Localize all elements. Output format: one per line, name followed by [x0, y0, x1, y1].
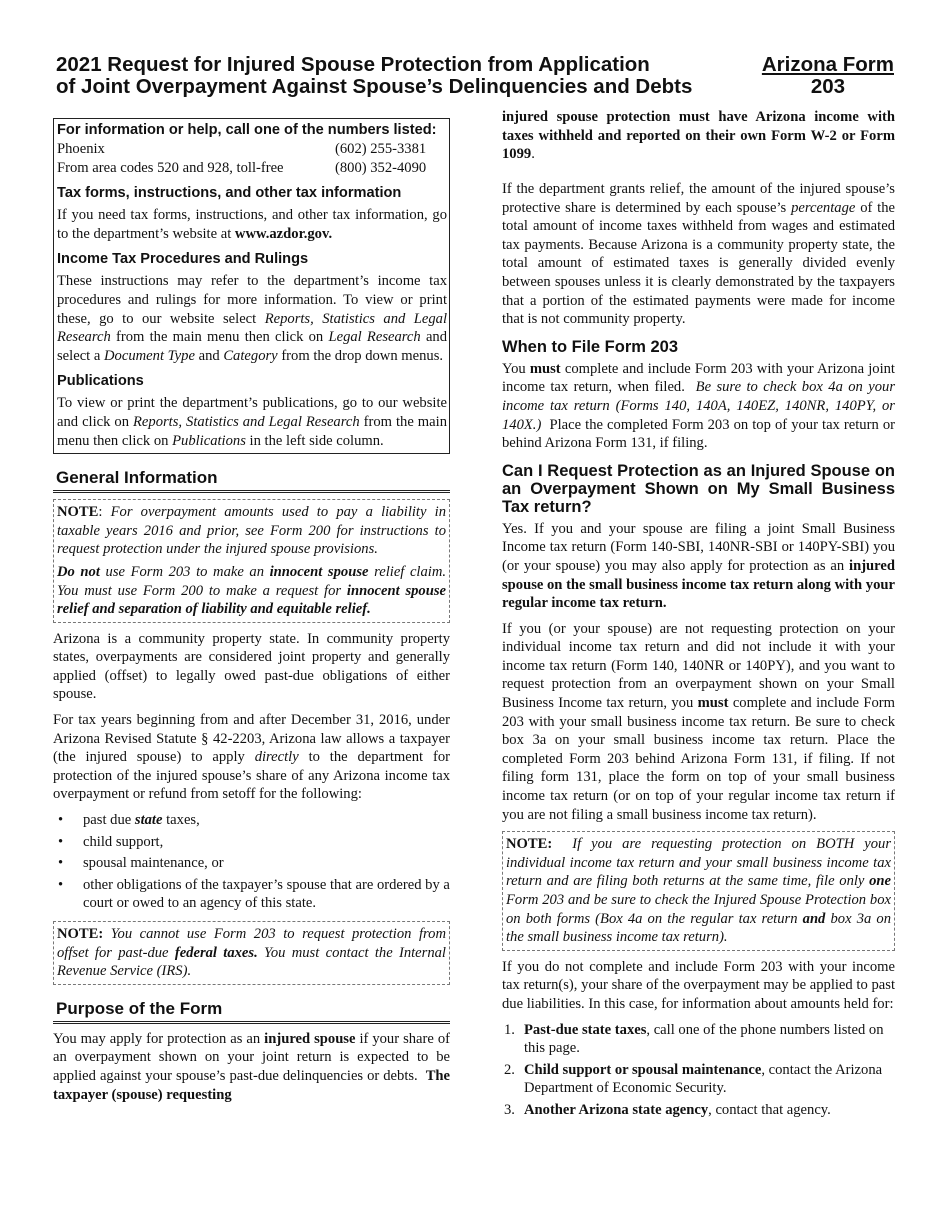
purpose-text: You may apply for protection as an injured spouse if your share of an overpayment shown on your joint return is expected to be applied against your spouse’s past-due delinquencies or debts. The taxpayer (spouse) requesting	[53, 1030, 451, 1103]
both-returns-note-box	[502, 831, 895, 951]
website-link[interactable]: www.azdor.gov.	[234, 225, 333, 242]
phone-number: (602) 255-3381	[335, 141, 427, 157]
federal-taxes-note-box	[53, 921, 450, 985]
rulings-heading: Income Tax Procedures and Rulings	[57, 251, 309, 268]
list-item: 3. Another Arizona state agency, contact that agency.	[504, 1101, 831, 1118]
page-header	[56, 54, 894, 98]
publications-text: To view or print the department’s publications, go to our website and click on Reports, Statistics and Legal Research from the main menu then click on Publications in the left side column.	[57, 395, 447, 449]
list-item: • past due state taxes,	[53, 811, 450, 830]
general-note-box	[53, 499, 450, 623]
purpose-text-continued: injured spouse protection must have Arizona income with taxes withheld and reported on their own Form W-2 or Form 1099.	[502, 109, 895, 163]
obligations-list	[53, 811, 450, 913]
title-line-1: 2021 Request for Injured Spouse Protection from Application	[56, 53, 650, 76]
small-business-text-2: If you (or your spouse) are not requesting protection on your individual income tax return and did not include it with your income tax return (Form 140, 140NR or 140PY), and you want to request protection from an overpayment shown on your Small Business Income tax return, you must complete and include Form 203 with your small business income tax return. Be sure to check box 3a on your small business income tax return. Place the completed Form 203 behind Arizona Form 131, if filing. If not filing form 131, place the form on top of your small business income tax return (or on top of your regular income tax return if you are not filing a small business income tax return).	[502, 620, 895, 823]
note-both-returns: NOTE: If you are requesting protection on BOTH your individual income tax return and your small business income tax return and are filing both returns at the same time, file only one Form 203 and be sure to check the Injured Spouse Protection box on both forms (Box 4a on the regular tax return and box 3a on the small business income tax return).	[506, 836, 892, 946]
general-information-heading: General Information	[53, 464, 450, 493]
when-to-file-heading: When to File Form 203	[502, 337, 679, 356]
phone-row	[57, 140, 447, 159]
info-box	[53, 118, 450, 454]
tax-forms-heading: Tax forms, instructions, and other tax information	[57, 185, 402, 202]
form-number: 203	[810, 75, 846, 98]
list-item: • child support,	[53, 833, 450, 852]
form-identifier	[762, 54, 894, 98]
form-title	[56, 54, 692, 98]
when-to-file-text: You must complete and include Form 203 with your Arizona joint income tax return, when filed. Be sure to check box 4a on your income tax return (Forms 140, 140A, 140EZ, 140NR, 140PY, or 140X.) Place the completed Form 203 on top of your tax return or behind Arizona Form 131, if filing.	[502, 360, 896, 452]
info-heading: For information or help, call one of the numbers listed:	[57, 122, 437, 138]
note-innocent-spouse: Do not use Form 203 to make an innocent spouse relief claim. You must use Form 200 to make a request for innocent spouse relief and separation of liability and equitable relief.	[57, 563, 447, 618]
phone-label: From area codes 520 and 928, toll-free	[57, 159, 284, 176]
note-federal-taxes: NOTE: You cannot use Form 203 to request protection from offset for past-due federal taxes. You must contact the Internal Revenue Service (IRS).	[57, 926, 447, 980]
form-name: Arizona Form	[761, 53, 894, 76]
title-line-2: of Joint Overpayment Against Spouse’s Delinquencies and Debts	[56, 75, 693, 98]
community-property-text: Arizona is a community property state. In community property states, overpayments are considered joint property and generally applied (offset) to legally owed past-due obligations of either spouse.	[53, 630, 450, 703]
small-business-text-1: Yes. If you and your spouse are filing a joint Small Business Income tax return (Form 140-SBI, 140NR-SBI or 140PY-SBI) you (or your spouse) you may also apply for protection as an injured spouse on the small business income tax return along with your regular income tax return.	[502, 520, 895, 612]
publications-heading: Publications	[57, 373, 144, 390]
statute-text: For tax years beginning from and after December 31, 2016, under Arizona Revised Statute § 42-2203, Arizona law allows a taxpayer (the injured spouse) to apply directly to the department for protection of the injured spouse’s share of any Arizona income tax overpayment or refund from setoff for the following:	[53, 712, 450, 803]
note-overpayment: NOTE: For overpayment amounts used to pay a liability in taxable years 2016 and prior, see Form 200 for instructions to request protection under the injured spouse provisions.	[57, 504, 447, 558]
list-item: 1. Past-due state taxes, call one of the phone numbers listed on this page.	[504, 1021, 884, 1057]
list-item: • spousal maintenance, or	[53, 854, 450, 873]
left-column	[53, 118, 450, 1104]
amounts-held-text: If you do not complete and include Form 203 with your income tax return(s), your share of the overpayment may be applied to past due liabilities. In this case, for information about amounts held for:	[502, 958, 895, 1012]
right-column	[502, 108, 895, 1123]
phone-row	[57, 159, 447, 178]
list-item: 2. Child support or spousal maintenance, contact the Arizona Department of Economic Security.	[504, 1061, 883, 1097]
phone-number: (800) 352-4090	[335, 159, 427, 176]
rulings-text: These instructions may refer to the department’s income tax procedures and rulings for more information. To view or print these, go to our website select Reports, Statistics and Legal Research from the main menu then click on Legal Research and select a Document Type and Category from the drop down menus.	[57, 273, 448, 364]
relief-text: If the department grants relief, the amount of the injured spouse’s protective share is determined by each spouse’s percentage of the total amount of income taxes withheld from wages and estimated tax payments. Because Arizona is a community property state, the total amount of estimated taxes is generally divided evenly between spouses unless it is clearly demonstrated by the taxpayers that a portion of the estimated payments were made for income that is not community property.	[502, 181, 895, 328]
list-item: • other obligations of the taxpayer’s spouse that are ordered by a court or owed to an agency of this state.	[53, 876, 450, 913]
purpose-text-bold: The taxpayer (spouse) requesting	[53, 1067, 451, 1103]
purpose-heading: Purpose of the Form	[53, 995, 450, 1024]
phone-label: Phoenix	[57, 141, 105, 157]
small-business-heading: Can I Request Protection as an Injured Spouse on an Overpayment Shown on My Small Business Tax return?	[502, 461, 895, 516]
contacts-list	[502, 1021, 895, 1120]
tax-forms-text: If you need tax forms, instructions, and other tax information, go to the department’s website at www.azdor.gov.	[57, 207, 447, 242]
